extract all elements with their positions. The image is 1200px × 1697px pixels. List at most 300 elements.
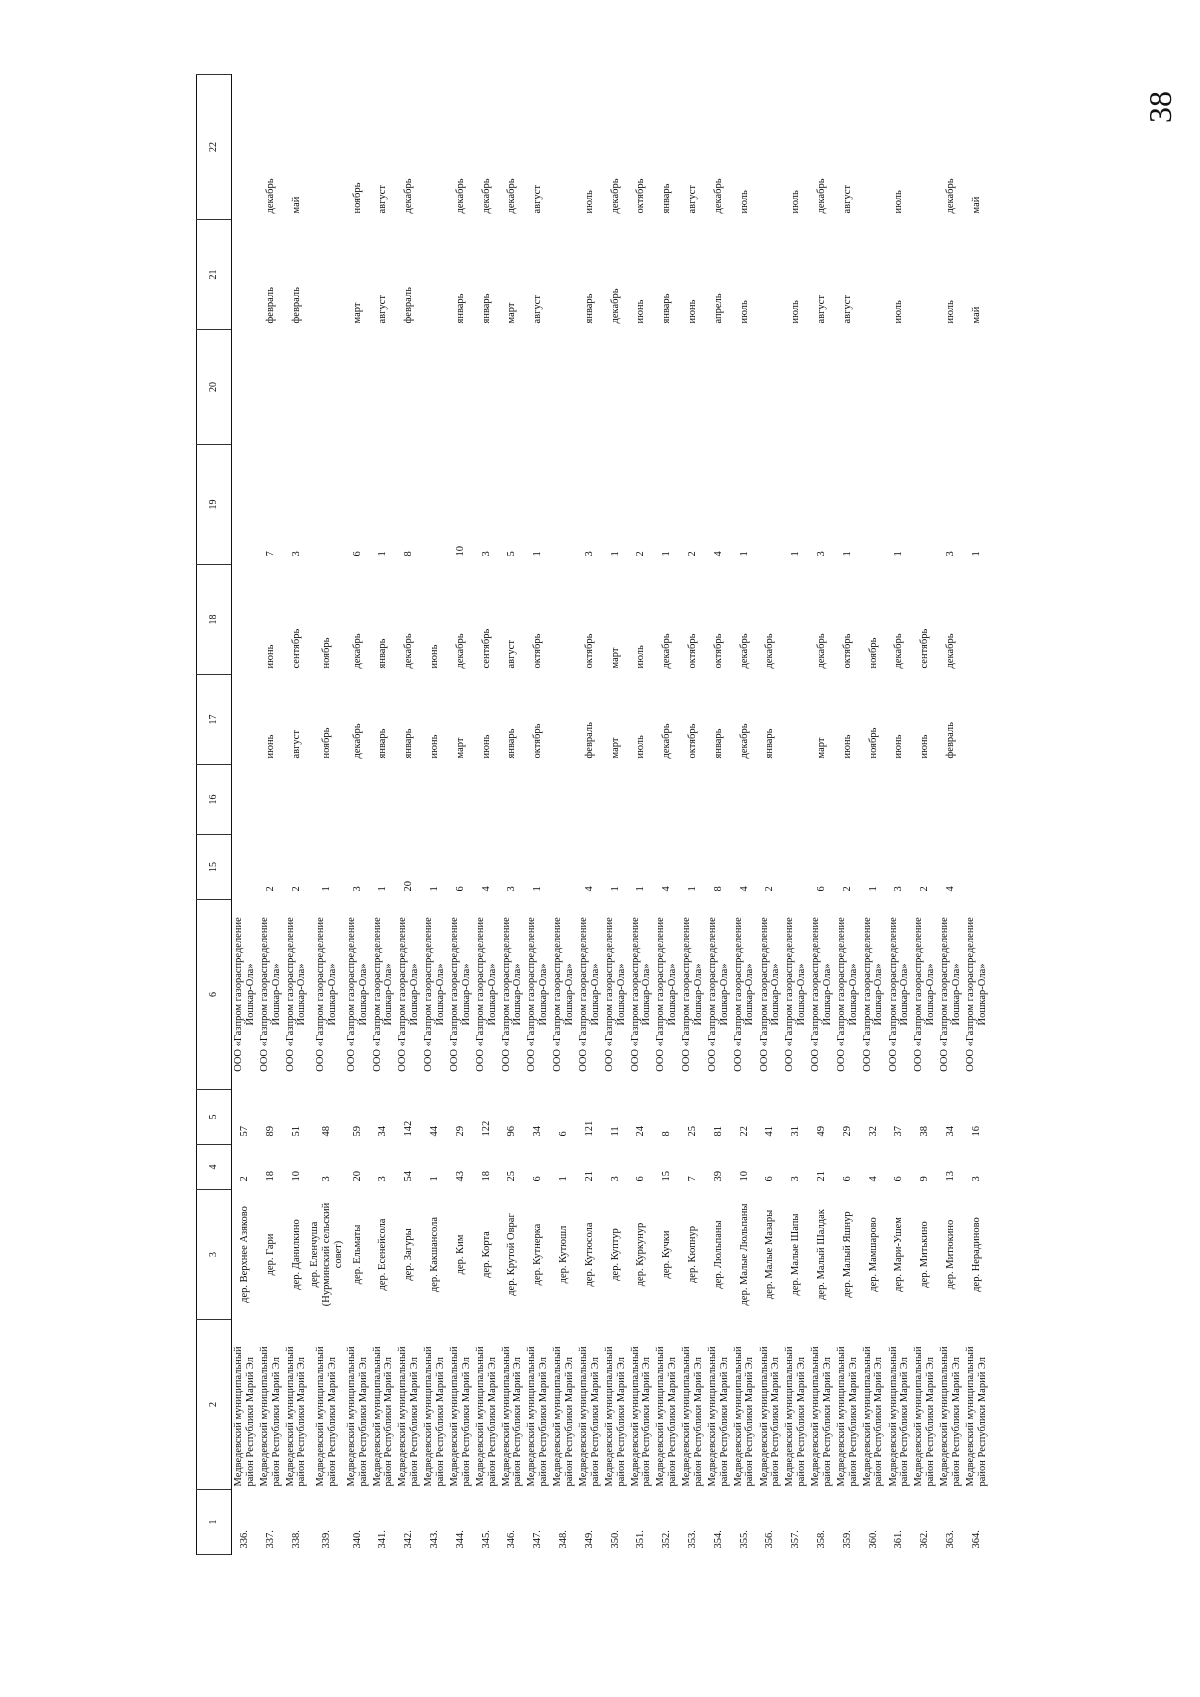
district-cell: Медведевский муниципальный район Республики Марий Эл: [397, 1346, 421, 1487]
row-number: 353.: [687, 1530, 699, 1549]
col-4-value: 6: [893, 1176, 905, 1182]
col-20-value: [284, 330, 310, 445]
col-19-value: 1: [609, 551, 621, 557]
col-21-value: июль: [893, 300, 905, 324]
col-21-value: июль: [738, 300, 750, 324]
col-19-value: [757, 445, 783, 565]
district-cell: Медведевский муниципальный район Республики Марий Эл: [835, 1346, 859, 1487]
col-18-value: октябрь: [583, 633, 595, 669]
col-17-value: февраль: [583, 722, 595, 759]
col-22-value: декабрь: [454, 178, 466, 214]
col-19-value: [422, 445, 448, 565]
organization-cell: ООО «Газпром газораспределение Йошкар-Ола»: [603, 917, 627, 1072]
column-header: 2: [197, 1320, 232, 1490]
col-4-value: 3: [790, 1176, 802, 1182]
row-number: 346.: [506, 1530, 518, 1549]
row-number: 344.: [454, 1530, 466, 1549]
organization-cell: ООО «Газпром газораспределение Йошкар-Ола»: [784, 917, 808, 1072]
col-16-value: [474, 765, 500, 835]
organization-cell: ООО «Газпром газораспределение Йошкар-Ола»: [284, 917, 308, 1072]
col-20-value: [525, 330, 551, 445]
col-18-value: [232, 565, 258, 675]
col-15-value: 8: [712, 886, 724, 892]
row-number: 362.: [919, 1530, 931, 1549]
col-15-value: 2: [764, 886, 776, 892]
col-18-value: декабрь: [351, 633, 363, 669]
col-21-value: март: [506, 302, 518, 324]
col-21-value: февраль: [403, 287, 415, 324]
settlement-cell: дер. Гари: [264, 1233, 276, 1276]
col-21-value: февраль: [264, 287, 276, 324]
col-5-value: 31: [790, 1126, 802, 1137]
table-row: [886, 75, 912, 1555]
col-5-value: 81: [712, 1126, 724, 1137]
district-cell: Медведевский муниципальный район Республики Марий Эл: [552, 1346, 575, 1487]
col-22-value: декабрь: [480, 178, 492, 214]
col-16-value: [938, 765, 964, 835]
col-20-value: [551, 330, 577, 445]
col-15-value: 4: [661, 886, 673, 892]
col-4-value: 15: [661, 1171, 673, 1182]
col-5-value: 34: [377, 1126, 389, 1137]
col-20-value: [396, 330, 422, 445]
settlement-cell: дер. Малый Яшнур: [841, 1211, 853, 1298]
col-18-value: март: [609, 647, 621, 669]
col-19-value: 5: [506, 551, 518, 557]
col-4-value: 7: [687, 1176, 699, 1182]
col-19-value: 1: [377, 551, 389, 557]
col-16-value: [964, 765, 990, 835]
col-5-value: 16: [970, 1126, 982, 1137]
col-17-value: [964, 675, 990, 765]
col-16-value: [654, 765, 680, 835]
settlement-cell: дер. Люльпаны: [712, 1220, 724, 1289]
col-22-value: [422, 75, 448, 220]
col-16-value: [886, 765, 912, 835]
table-row: [448, 75, 474, 1555]
col-4-value: 10: [738, 1171, 750, 1182]
col-18-value: октябрь: [687, 633, 699, 669]
col-18-value: декабрь: [738, 633, 750, 669]
col-16-value: [757, 765, 783, 835]
organization-cell: ООО «Газпром газораспределение Йошкар-Ола»: [552, 917, 575, 1072]
organization-cell: ООО «Газпром газораспределение Йошкар-Ола»: [500, 917, 524, 1072]
settlement-cell: дер. Еленчуша (Нурминский сельский совет): [309, 1202, 344, 1307]
col-21-value: июнь: [635, 299, 647, 324]
col-18-value: декабрь: [661, 633, 673, 669]
col-22-value: декабрь: [264, 178, 276, 214]
col-18-value: декабрь: [403, 633, 415, 669]
settlement-cell: дер. Ким: [454, 1234, 466, 1275]
settlement-cell: дер. Данилкино: [290, 1219, 302, 1290]
col-19-value: 1: [841, 551, 853, 557]
col-18-value: сентябрь: [919, 628, 931, 669]
col-20-value: [912, 330, 938, 445]
district-cell: Медведевский муниципальный район Республики Марий Эл: [233, 1346, 256, 1487]
col-4-value: 21: [816, 1171, 827, 1182]
col-4-value: 3: [609, 1176, 621, 1182]
organization-cell: ООО «Газпром газораспределение Йошкар-Ола»: [732, 917, 756, 1072]
col-17-value: январь: [377, 728, 389, 759]
col-15-value: 2: [919, 886, 931, 892]
district-cell: Медведевский муниципальный район Республики Марий Эл: [939, 1346, 962, 1487]
col-22-value: июль: [893, 190, 905, 214]
col-16-value: [706, 765, 732, 835]
settlement-cell: дер. Кутнерка: [532, 1223, 544, 1286]
row-number: 363.: [944, 1530, 956, 1549]
district-cell: Медведевский муниципальный район Республики Марий Эл: [526, 1346, 550, 1487]
col-5-value: 29: [454, 1126, 466, 1137]
col-18-value: октябрь: [712, 633, 724, 669]
col-20-value: [499, 330, 525, 445]
district-cell: Медведевский муниципальный район Республики Марий Эл: [913, 1346, 937, 1487]
col-4-value: 3: [377, 1176, 389, 1182]
district-cell: Медведевский муниципальный район Республики Марий Эл: [474, 1346, 498, 1487]
col-19-value: 3: [290, 551, 302, 557]
col-22-value: июль: [790, 190, 802, 214]
col-19-value: [309, 445, 344, 565]
col-4-value: 9: [919, 1176, 931, 1182]
organization-cell: ООО «Газпром газораспределение Йошкар-Ола»: [861, 917, 885, 1072]
col-19-value: 1: [532, 551, 544, 557]
col-21-value: [861, 220, 887, 330]
row-number: 342.: [403, 1530, 415, 1549]
col-5-value: 57: [239, 1126, 251, 1137]
col-20-value: [309, 330, 344, 445]
col-21-value: май: [970, 306, 982, 324]
col-16-value: [284, 765, 310, 835]
col-16-value: [525, 765, 551, 835]
settlement-cell: дер. Нерадиново: [970, 1217, 982, 1292]
col-16-value: [345, 765, 371, 835]
col-21-value: [232, 220, 258, 330]
district-cell: Медведевский муниципальный район Республики Марий Эл: [887, 1346, 911, 1487]
col-4-value: 3: [321, 1176, 333, 1182]
table-row: [370, 75, 396, 1555]
col-22-value: август: [687, 185, 699, 214]
row-number: 360.: [867, 1530, 879, 1549]
col-4-value: 3: [970, 1176, 982, 1182]
table-row: [525, 75, 551, 1555]
settlement-cell: дер. Кутюсола: [583, 1222, 595, 1287]
col-16-value: [232, 765, 258, 835]
row-number: 350.: [609, 1530, 621, 1549]
col-18-value: август: [506, 640, 518, 669]
row-number: 354.: [712, 1530, 724, 1549]
col-17-value: июнь: [264, 734, 276, 759]
organization-cell: ООО «Газпром газораспределение Йошкар-Ола»: [526, 917, 550, 1072]
col-20-value: [809, 330, 835, 445]
table-row: [654, 75, 680, 1555]
col-15-value: 3: [351, 886, 363, 892]
col-17-value: июнь: [893, 734, 905, 759]
col-22-value: [309, 75, 344, 220]
col-4-value: 54: [403, 1171, 415, 1182]
col-20-value: [448, 330, 474, 445]
col-20-value: [232, 330, 258, 445]
table-row: [757, 75, 783, 1555]
col-5-value: 121: [583, 1120, 595, 1137]
col-20-value: [886, 330, 912, 445]
col-22-value: ноябрь: [351, 182, 363, 214]
col-21-value: [422, 220, 448, 330]
settlement-cell: дер. Ельматы: [351, 1224, 363, 1285]
col-15-value: [551, 835, 577, 900]
district-cell: Медведевский муниципальный район Республики Марий Эл: [810, 1346, 833, 1487]
col-18-value: ноябрь: [867, 637, 879, 669]
col-19-value: 3: [816, 551, 827, 557]
organization-cell: ООО «Газпром газораспределение Йошкар-Ола»: [448, 917, 472, 1072]
col-5-value: 49: [816, 1126, 827, 1137]
row-number: 339.: [321, 1530, 333, 1549]
organization-cell: ООО «Газпром газораспределение Йошкар-Ола»: [939, 917, 962, 1072]
col-5-value: 89: [264, 1126, 276, 1137]
organization-cell: ООО «Газпром газораспределение Йошкар-Ола»: [887, 917, 911, 1072]
col-17-value: декабрь: [351, 723, 363, 759]
col-18-value: декабрь: [944, 633, 956, 669]
settlement-cell: дер. Есенейсола: [377, 1218, 389, 1291]
col-21-value: январь: [454, 293, 466, 324]
col-18-value: ноябрь: [321, 637, 333, 669]
col-18-value: декабрь: [816, 633, 827, 669]
col-17-value: декабрь: [738, 723, 750, 759]
table-row: [284, 75, 310, 1555]
col-5-value: 34: [944, 1126, 956, 1137]
col-20-value: [757, 330, 783, 445]
col-4-value: 1: [558, 1176, 570, 1182]
organization-cell: ООО «Газпром газораспределение Йошкар-Ола»: [681, 917, 704, 1072]
col-4-value: 6: [841, 1176, 853, 1182]
col-16-value: [396, 765, 422, 835]
col-18-value: [964, 565, 990, 675]
col-20-value: [577, 330, 603, 445]
col-21-value: [912, 220, 938, 330]
col-21-value: [757, 220, 783, 330]
settlement-cell: дер. Какшансола: [429, 1216, 441, 1293]
column-header: 22: [197, 75, 232, 220]
col-17-value: ноябрь: [867, 727, 879, 759]
col-22-value: август: [532, 185, 544, 214]
col-5-value: 37: [893, 1126, 905, 1137]
settlement-cell: дер. Малые Люльпаны: [738, 1203, 750, 1306]
col-16-value: [912, 765, 938, 835]
row-number: 352.: [661, 1530, 673, 1549]
col-4-value: 6: [764, 1176, 776, 1182]
table-row: [912, 75, 938, 1555]
col-22-value: [912, 75, 938, 220]
col-19-value: 1: [893, 551, 905, 557]
organization-cell: ООО «Газпром газораспределение Йошкар-Ола»: [810, 917, 833, 1072]
col-20-value: [603, 330, 629, 445]
row-number: 364.: [970, 1530, 982, 1549]
table-row: [232, 75, 258, 1555]
organization-cell: ООО «Газпром газораспределение Йошкар-Ола»: [758, 917, 782, 1072]
col-22-value: август: [377, 185, 389, 214]
col-20-value: [964, 330, 990, 445]
col-15-value: 1: [377, 886, 389, 892]
col-19-value: [912, 445, 938, 565]
col-22-value: [551, 75, 577, 220]
organization-cell: ООО «Газпром газораспределение Йошкар-Ола»: [629, 917, 653, 1072]
district-cell: Медведевский муниципальный район Республики Марий Эл: [423, 1346, 446, 1487]
column-header: 19: [197, 445, 232, 565]
col-21-value: февраль: [290, 287, 302, 324]
col-15-value: 2: [841, 886, 853, 892]
col-18-value: [783, 565, 809, 675]
col-18-value: июнь: [429, 644, 441, 669]
organization-cell: ООО «Газпром газораспределение Йошкар-Ола»: [835, 917, 859, 1072]
col-18-value: октябрь: [532, 633, 544, 669]
col-22-value: июль: [583, 190, 595, 214]
col-21-value: август: [841, 295, 853, 324]
organization-cell: ООО «Газпром газораспределение Йошкар-Ола»: [964, 917, 988, 1072]
column-header: 6: [197, 900, 232, 1090]
col-4-value: 10: [290, 1171, 302, 1182]
organization-cell: ООО «Газпром газораспределение Йошкар-Ола»: [655, 917, 679, 1072]
settlement-cell: дер. Куркунур: [635, 1222, 647, 1287]
col-18-value: июль: [635, 645, 647, 669]
col-17-value: [232, 675, 258, 765]
table-row: [706, 75, 732, 1555]
col-4-value: 18: [480, 1171, 492, 1182]
col-18-value: июнь: [264, 644, 276, 669]
col-4-value: 43: [454, 1171, 466, 1182]
col-19-value: 7: [264, 551, 276, 557]
col-15-value: 1: [429, 886, 441, 892]
col-16-value: [422, 765, 448, 835]
rotated-table-container: [196, 75, 988, 1555]
column-header: 21: [197, 220, 232, 330]
row-number: 359.: [841, 1530, 853, 1549]
row-number: 356.: [764, 1530, 776, 1549]
col-20-value: [345, 330, 371, 445]
col-15-value: 3: [506, 886, 518, 892]
organization-cell: ООО «Газпром газораспределение Йошкар-Ола»: [371, 917, 395, 1072]
col-15-value: 2: [264, 886, 276, 892]
col-17-value: июнь: [841, 734, 853, 759]
col-22-value: август: [841, 185, 853, 214]
row-number: 348.: [558, 1530, 570, 1549]
col-21-value: август: [377, 295, 389, 324]
row-number: 336.: [239, 1530, 251, 1549]
col-17-value: январь: [403, 728, 415, 759]
district-cell: Медведевский муниципальный район Республики Марий Эл: [371, 1346, 395, 1487]
col-22-value: июль: [738, 190, 750, 214]
page-number: 38: [1142, 91, 1178, 123]
settlement-cell: дер. Мамшарово: [867, 1217, 879, 1292]
col-22-value: декабрь: [609, 178, 621, 214]
gasification-table: [196, 74, 990, 1555]
table-row: [628, 75, 654, 1555]
settlement-cell: дер. Кутюшл: [558, 1225, 570, 1284]
col-5-value: 59: [351, 1126, 363, 1137]
district-cell: Медведевский муниципальный район Республики Марий Эл: [706, 1346, 730, 1487]
col-20-value: [706, 330, 732, 445]
settlement-cell: дер. Верхнее Азяково: [239, 1206, 251, 1303]
col-17-value: июль: [635, 735, 647, 759]
col-19-value: 1: [790, 551, 802, 557]
col-15-value: 1: [867, 886, 879, 892]
district-cell: Медведевский муниципальный район Республики Марий Эл: [258, 1346, 282, 1487]
col-5-value: 51: [290, 1126, 302, 1137]
col-16-value: [577, 765, 603, 835]
col-21-value: июль: [790, 300, 802, 324]
col-22-value: январь: [661, 183, 673, 214]
col-18-value: декабрь: [454, 633, 466, 669]
col-19-value: [232, 445, 258, 565]
col-15-value: 20: [403, 881, 415, 892]
district-cell: Медведевский муниципальный район Республики Марий Эл: [681, 1346, 704, 1487]
col-17-value: январь: [764, 728, 776, 759]
col-20-value: [783, 330, 809, 445]
col-18-value: январь: [377, 638, 389, 669]
col-15-value: 4: [944, 886, 956, 892]
col-21-value: [309, 220, 344, 330]
table-row: [964, 75, 990, 1555]
col-22-value: май: [290, 196, 302, 214]
table-row: [499, 75, 525, 1555]
settlement-cell: дер. Куптур: [609, 1228, 621, 1281]
col-22-value: май: [970, 196, 982, 214]
row-number: 358.: [816, 1530, 827, 1549]
col-20-value: [680, 330, 706, 445]
header-row: [197, 75, 232, 1555]
organization-cell: ООО «Газпром газораспределение Йошкар-Ола»: [913, 917, 937, 1072]
col-21-value: август: [816, 295, 827, 324]
col-21-value: январь: [661, 293, 673, 324]
column-header: 20: [197, 330, 232, 445]
row-number: 361.: [893, 1530, 905, 1549]
col-22-value: декабрь: [712, 178, 724, 214]
col-17-value: январь: [712, 728, 724, 759]
col-20-value: [422, 330, 448, 445]
col-22-value: [757, 75, 783, 220]
column-header: 18: [197, 565, 232, 675]
col-16-value: [258, 765, 284, 835]
table-row: [938, 75, 964, 1555]
col-20-value: [474, 330, 500, 445]
district-cell: Медведевский муниципальный район Республики Марий Эл: [448, 1346, 472, 1487]
col-20-value: [861, 330, 887, 445]
col-18-value: октябрь: [841, 633, 853, 669]
col-21-value: январь: [480, 293, 492, 324]
col-17-value: июнь: [480, 734, 492, 759]
district-cell: Медведевский муниципальный район Республики Марий Эл: [629, 1346, 653, 1487]
column-header: 16: [197, 765, 232, 835]
col-5-value: 44: [429, 1126, 441, 1137]
organization-cell: ООО «Газпром газораспределение Йошкар-Ола»: [474, 917, 498, 1072]
col-19-value: 8: [403, 551, 415, 557]
col-5-value: 142: [403, 1120, 415, 1137]
row-number: 343.: [429, 1530, 441, 1549]
col-4-value: 18: [264, 1171, 276, 1182]
col-16-value: [783, 765, 809, 835]
settlement-cell: дер. Митюкино: [944, 1219, 956, 1290]
organization-cell: ООО «Газпром газораспределение Йошкар-Ола»: [258, 917, 282, 1072]
col-17-value: июнь: [429, 734, 441, 759]
table-row: [396, 75, 422, 1555]
col-21-value: декабрь: [609, 288, 621, 324]
col-21-value: июнь: [687, 299, 699, 324]
col-17-value: март: [609, 737, 621, 759]
col-18-value: [551, 565, 577, 675]
col-5-value: 25: [687, 1126, 699, 1137]
col-15-value: 6: [454, 886, 466, 892]
table-row: [732, 75, 758, 1555]
row-number: 341.: [377, 1530, 389, 1549]
col-15-value: 1: [321, 886, 333, 892]
row-number: 351.: [635, 1530, 647, 1549]
